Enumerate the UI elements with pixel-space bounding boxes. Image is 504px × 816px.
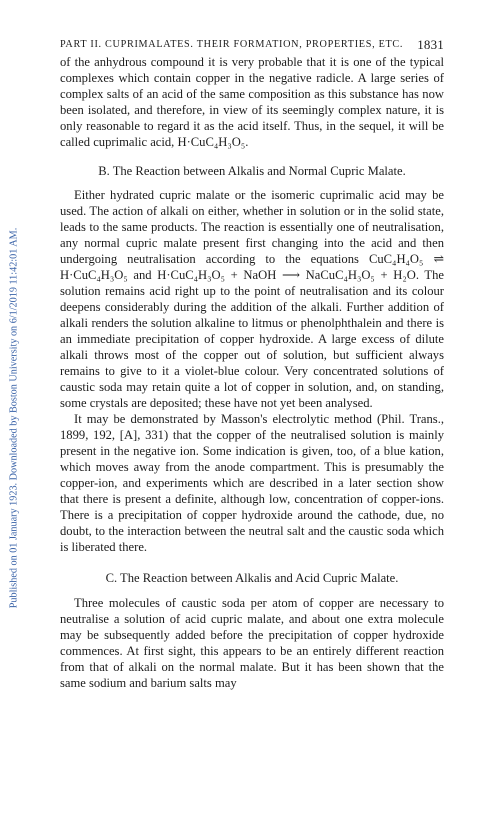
running-head-title: PART II. CUPRIMALATES. THEIR FORMATION, PROPERTIES, ETC. bbox=[60, 39, 404, 50]
journal-page bbox=[60, 38, 444, 691]
article-body bbox=[60, 54, 444, 691]
download-notice: Published on 01 January 1923. Downloaded by Boston University on 6/1/2019 11:42:01 AM. bbox=[8, 227, 20, 609]
download-watermark bbox=[0, 0, 22, 816]
section-heading-c: C. The Reaction between Alkalis and Acid Cupric Malate. bbox=[105, 571, 399, 585]
paragraph-normal-malate-reaction: Either hydrated cupric malate or the isomeric cuprimalic acid may be used. The action of alkali on either, whether in solution or in the solid state, leads to the same products. The reaction is essentially one of neutralisation, any normal cupric malate present first changing into the acid and then undergoing neutralisation according to the equations CuC₄H₄O₅ ⇌ H·CuC₄H₃O₅ and H·CuC₄H₃O₅ + NaOH ⟶ NaCuC₄H₃O₅ + H₂O. The solution remains acid right up to the point of neutralisation and its colour deepens considerably during the addition of the alkali. Further addition of alkali renders the solution alkaline to litmus or phenolphthalein and there is an immediate precipitation of copper hydroxide. A large excess of dilute alkali throws most of the copper out of solution, but sufficient always remains to give to it a violet-blue colour. Very concentrated solutions of caustic soda may retain quite a lot of copper in solution, and, on standing, some crystals are deposited; these have not yet been analysed. bbox=[60, 188, 444, 410]
section-heading-b: B. The Reaction between Alkalis and Normal Cupric Malate. bbox=[98, 164, 406, 178]
running-head bbox=[60, 38, 444, 54]
paragraph-continuation: of the anhydrous compound it is very probable that it is one of the typical complexes which contain copper in the negative radicle. A large series of complex salts of an acid of the same composition as this substance has now been isolated, and therefore, in view of its seemingly complex nature, it is only reasonable to regard it as the acid itself. Thus, in the sequel, it will be called cuprimalic acid, H·CuC₄H₃O₅. bbox=[60, 55, 444, 149]
paragraph-acid-malate-reaction: Three molecules of caustic soda per atom of copper are necessary to neutralise a solution of acid cupric malate, and about one extra molecule may be subsequently added before the precipitation of copper hydroxide commences. At first sight, this appears to be an entirely different reaction from that of alkali on the normal malate. But it has been shown that the same sodium and barium salts may bbox=[60, 596, 444, 690]
page-number: 1831 bbox=[417, 37, 444, 52]
paragraph-electrolytic-method: It may be demonstrated by Masson's electrolytic method (Phil. Trans., 1899, 192, [A], 331) that the copper of the neutralised solution is mainly present in the negative ion. Some indication is given, too, of a blue kation, which moves away from the anode compartment. This is presumably the copper-ion, and experiments which are described in a later section show that there is present a definite, although low, concentration of copper-ions. There is a precipitation of copper hydroxide around the cathode, due, no doubt, to the interaction between the neutral salt and the caustic soda which is liberated there. bbox=[60, 412, 444, 554]
